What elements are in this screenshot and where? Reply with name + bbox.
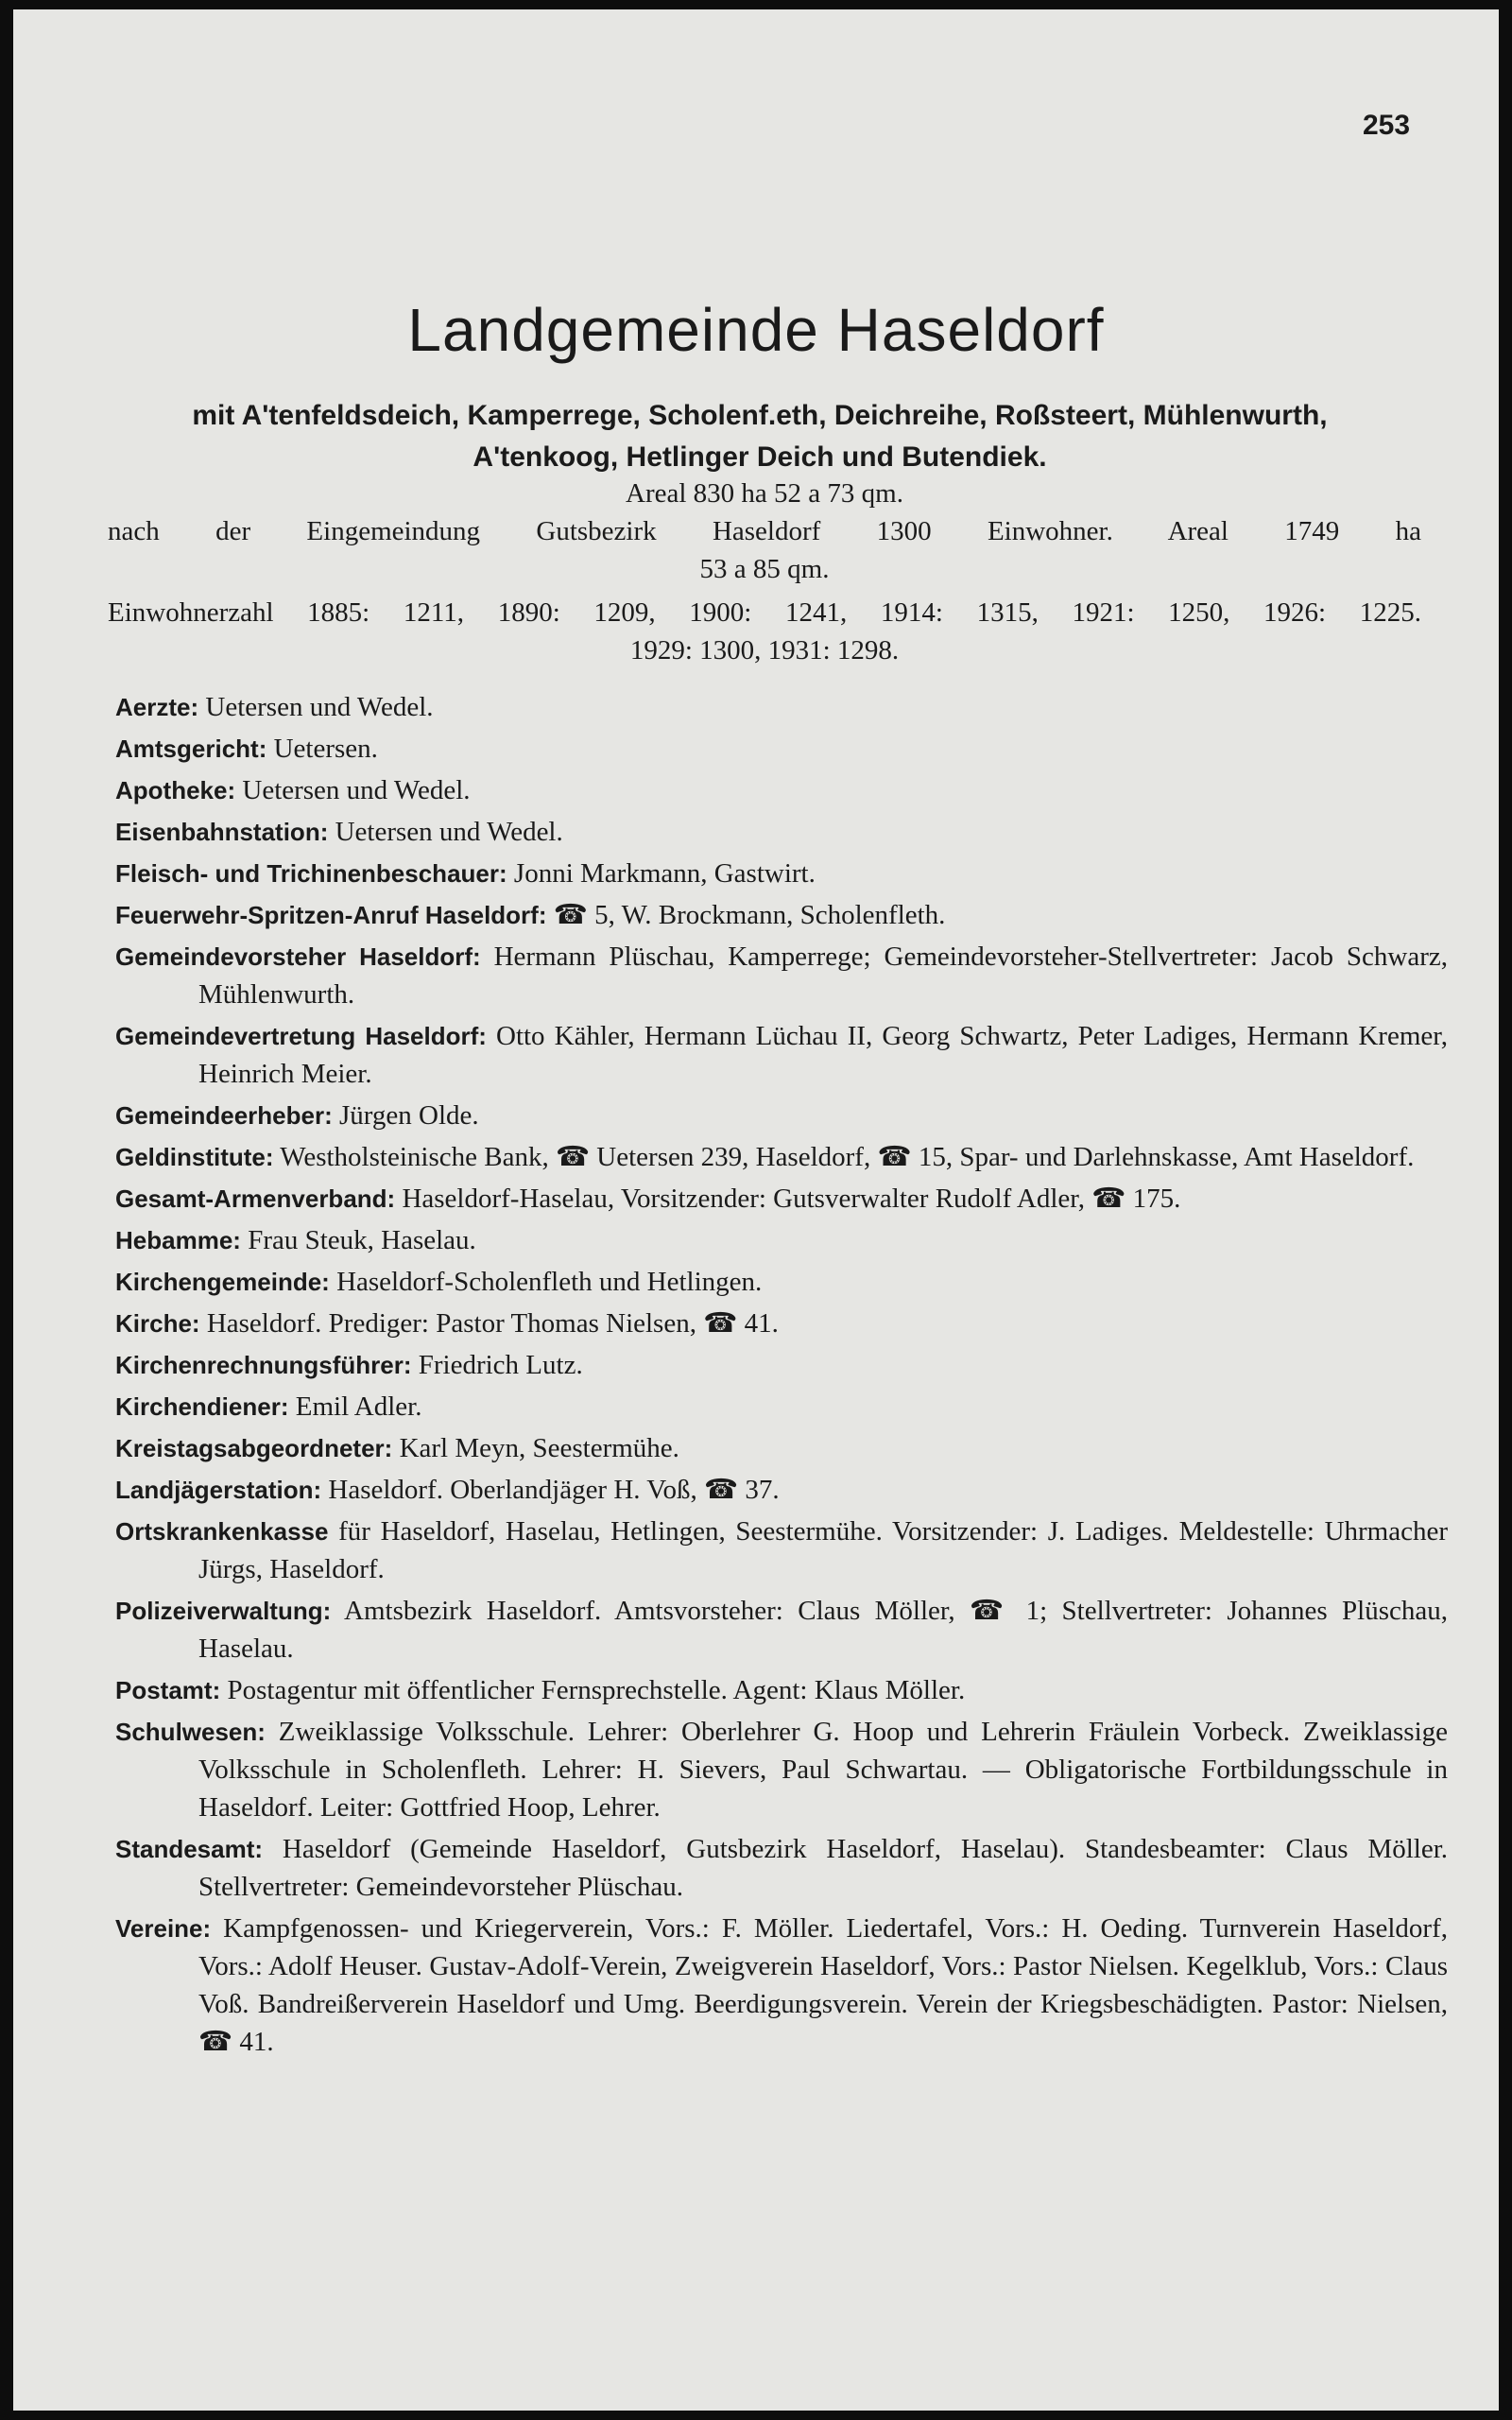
directory-entry: [115, 1910, 1448, 2061]
directory-entry: [115, 1017, 1448, 1093]
entry-text: Uetersen und Wedel.: [335, 817, 563, 847]
page-number: 253: [1363, 110, 1411, 141]
directory-entry: [115, 1305, 1448, 1342]
directory-entry: [115, 1512, 1448, 1588]
directory-entry: [115, 1471, 1448, 1509]
directory-entry: [115, 1592, 1448, 1668]
entry-text: Haseldorf-Haselau, Vorsitzender: Gutsverwalter Rudolf Adler, ☎ 175.: [402, 1184, 1181, 1214]
directory-entry: [115, 896, 1448, 934]
area-line-cont: 53 a 85 qm.: [699, 554, 830, 584]
directory-entry: [115, 730, 1448, 768]
subtitle-line: A'tenkoog, Hetlinger Deich und Butendiek.: [472, 441, 1047, 473]
directory-entry: [115, 1346, 1448, 1384]
directory-entry: [115, 938, 1448, 1013]
entry-text: Otto Kähler, Hermann Lüchau II, Georg Schwartz, Peter Ladiges, Hermann Kremer, Heinrich Meier.: [198, 1021, 1449, 1089]
entry-text: Emil Adler.: [295, 1392, 422, 1422]
entry-label: Geldinstitute:: [115, 1143, 274, 1171]
entry-label: Kirchendiener:: [115, 1392, 289, 1421]
entry-label: Gemeindeerheber:: [115, 1101, 333, 1130]
directory-entry: [115, 1830, 1448, 1906]
entry-text: Haseldorf. Prediger: Pastor Thomas Nielsen, ☎ 41.: [206, 1308, 779, 1339]
entry-text: Zweiklassige Volksschule. Lehrer: Oberlehrer G. Hoop und Lehrerin Fräulein Vorbeck. Zweiklassige Volksschule in Scholenfleth. Lehrer: H. Sievers, Paul Schwartau. — Obligatorische Fortbildungsschule in Haseldorf. Leiter: Gottfried Hoop, Lehrer.: [198, 1717, 1449, 1823]
directory-entry: [115, 813, 1448, 851]
entry-text: Haseldorf-Scholenfleth und Hetlingen.: [336, 1267, 763, 1297]
directory-entry: [115, 1388, 1448, 1426]
entry-label: Kirche:: [115, 1309, 200, 1338]
entry-text: Jürgen Olde.: [339, 1100, 479, 1131]
entry-text: Haseldorf (Gemeinde Haseldorf, Gutsbezirk Haseldorf, Haselau). Standesbeamter: Claus Möller. Stellvertreter: Gemeindevorsteher Plüschau.: [198, 1834, 1449, 1902]
directory-entry: [115, 688, 1448, 726]
directory-entry: [115, 1713, 1448, 1826]
entry-text: Westholsteinische Bank, ☎ Uetersen 239, Haseldorf, ☎ 15, Spar- und Darlehnskasse, Amt Haseldorf.: [280, 1142, 1415, 1172]
entry-label: Schulwesen:: [115, 1718, 266, 1746]
incorporation-line: nach der Eingemeindung Gutsbezirk Haseldorf 1300 Einwohner. Areal 1749 ha: [108, 516, 1421, 546]
directory-entry: [115, 1138, 1448, 1176]
entry-text: Amtsbezirk Haseldorf. Amtsvorsteher: Claus Möller, ☎ 1; Stellvertreter: Johannes Plüschau, Haselau.: [198, 1596, 1448, 1664]
entry-text: Haseldorf. Oberlandjäger H. Voß, ☎ 37.: [328, 1475, 780, 1505]
directory-entry: [115, 1221, 1448, 1259]
entry-text: Uetersen und Wedel.: [242, 775, 471, 805]
directory-entry: [115, 1180, 1448, 1218]
entry-label: Kirchengemeinde:: [115, 1268, 330, 1296]
area-line: Areal 830 ha 52 a 73 qm.: [626, 478, 903, 509]
entry-text: Kampfgenossen- und Kriegerverein, Vors.: F. Möller. Liedertafel, Vors.: H. Oeding. Turnverein Haseldorf, Vors.: Adolf Heuser. Gustav-Adolf-Verein, Zweigverein Haseldorf, Vors.: Pastor Nielsen. Kegelklub, Vors.: Claus Voß. Bandreißerverein Haseldorf und Umg. Beerdigungsverein. Verein der Kriegsbeschädigten. Pastor: Nielsen, ☎ 41.: [198, 1913, 1448, 2057]
population-line-cont: 1929: 1300, 1931: 1298.: [629, 635, 900, 666]
entry-text: Uetersen und Wedel.: [205, 692, 434, 722]
entry-label: Landjägerstation:: [115, 1476, 322, 1504]
entry-label: Kirchenrechnungsführer:: [115, 1351, 412, 1379]
population-line: Einwohnerzahl 1885: 1211, 1890: 1209, 1900: 1241, 1914: 1315, 1921: 1250, 1926: 1225.: [108, 597, 1421, 628]
entry-text: Hermann Plüschau, Kamperrege; Gemeindevorsteher-Stellvertreter: Jacob Schwarz, Mühlenwurth.: [198, 942, 1448, 1010]
entry-text: für Haseldorf, Haselau, Hetlingen, Seestermühe. Vorsitzender: J. Ladiges. Meldestelle: Uhrmacher Jürgs, Haseldorf.: [198, 1516, 1449, 1584]
entry-label: Gemeindevorsteher Haseldorf:: [115, 942, 481, 971]
entry-label: Hebamme:: [115, 1226, 241, 1254]
entry-label: Aerzte:: [115, 693, 199, 721]
entry-label: Ortskrankenkasse: [115, 1517, 329, 1546]
directory-entry: [115, 1671, 1448, 1709]
directory-entry: [115, 1263, 1448, 1301]
directory-entries: [115, 688, 1448, 2065]
page-title: Landgemeinde Haseldorf: [407, 296, 1105, 364]
directory-entry: [115, 771, 1448, 809]
entry-label: Gesamt-Armenverband:: [115, 1184, 396, 1213]
entry-text: Karl Meyn, Seestermühe.: [399, 1433, 679, 1463]
entry-label: Apotheke:: [115, 776, 236, 804]
directory-entry: [115, 1097, 1448, 1134]
entry-label: Feuerwehr-Spritzen-Anruf Haseldorf:: [115, 901, 547, 929]
subtitle-line: mit A'tenfeldsdeich, Kamperrege, Scholenf.eth, Deichreihe, Roßsteert, Mühlenwurth,: [192, 400, 1328, 431]
entry-label: Gemeindevertretung Haseldorf:: [115, 1022, 487, 1050]
directory-entry: [115, 855, 1448, 892]
entry-label: Polizeiverwaltung:: [115, 1597, 332, 1625]
document-page: [13, 9, 1499, 2411]
entry-label: Postamt:: [115, 1676, 221, 1704]
entry-text: Friedrich Lutz.: [418, 1350, 583, 1380]
entry-text: Uetersen.: [273, 734, 378, 764]
entry-text: Postagentur mit öffentlicher Fernsprechstelle. Agent: Klaus Möller.: [227, 1675, 966, 1705]
entry-label: Amtsgericht:: [115, 735, 267, 763]
entry-label: Standesamt:: [115, 1835, 264, 1863]
entry-label: Kreistagsabgeordneter:: [115, 1434, 393, 1462]
entry-text: ☎ 5, W. Brockmann, Scholenfleth.: [553, 900, 946, 930]
entry-text: Frau Steuk, Haselau.: [248, 1225, 476, 1255]
entry-text: Jonni Markmann, Gastwirt.: [513, 858, 816, 889]
entry-label: Eisenbahnstation:: [115, 818, 329, 846]
entry-label: Fleisch- und Trichinenbeschauer:: [115, 859, 507, 888]
directory-entry: [115, 1429, 1448, 1467]
subtitle: [98, 395, 1421, 478]
entry-label: Vereine:: [115, 1914, 212, 1943]
